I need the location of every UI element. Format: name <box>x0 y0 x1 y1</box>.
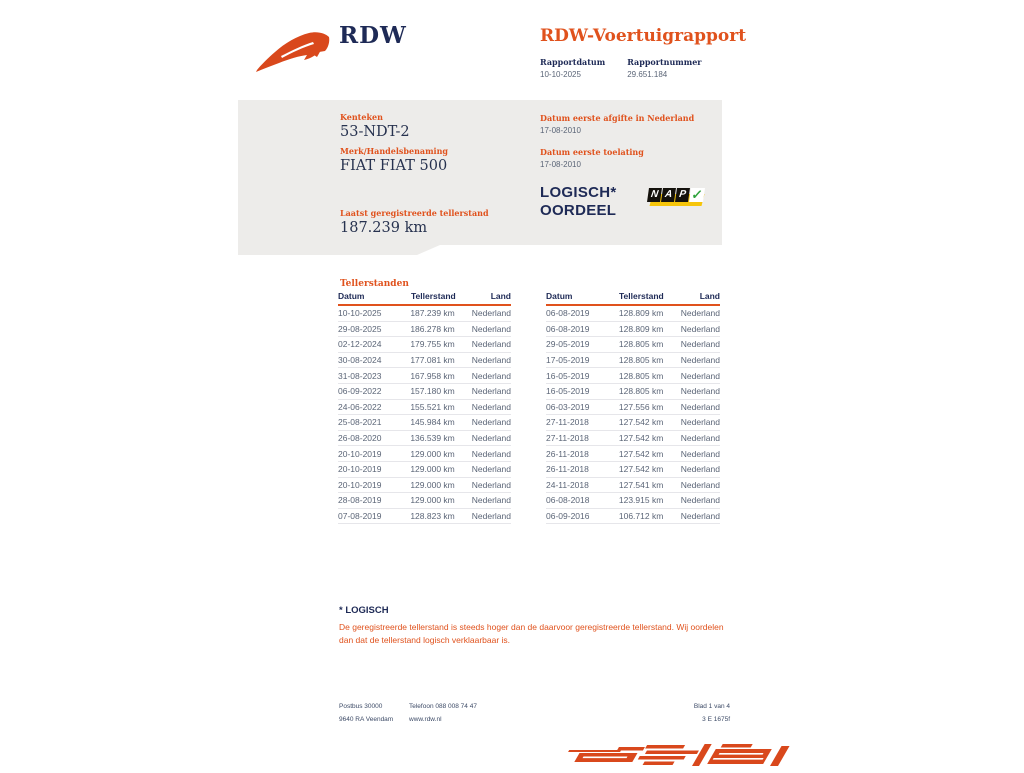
table-row <box>546 509 720 525</box>
table-body <box>546 306 720 524</box>
table-row <box>546 446 720 462</box>
datum-cell: 29-05-2019 <box>546 339 590 350</box>
datum-cell: 16-05-2019 <box>546 386 590 397</box>
land-cell: Nederland <box>680 433 720 444</box>
land-cell: Nederland <box>680 511 720 522</box>
column-header: Tellerstand <box>411 291 456 301</box>
land-cell: Nederland <box>471 308 511 319</box>
eerste-afgifte-value: 17-08-2010 <box>540 126 581 135</box>
rdw-logo-icon <box>255 29 333 80</box>
table-row <box>338 306 511 322</box>
footer-form-code: 3 E 1675f <box>702 716 730 723</box>
table-row <box>338 415 511 431</box>
footer-website: www.rdw.nl <box>409 716 442 723</box>
land-cell: Nederland <box>680 308 720 319</box>
land-cell: Nederland <box>680 339 720 350</box>
tellerstand-cell: 127.542 km <box>618 464 664 475</box>
land-cell: Nederland <box>680 355 720 366</box>
datum-cell: 20-10-2019 <box>338 464 382 475</box>
tellerstand-cell: 179.755 km <box>410 339 455 350</box>
table-body <box>338 306 511 524</box>
table-row <box>338 368 511 384</box>
report-number-value: 29.651.184 <box>627 70 668 79</box>
tellerstanden-table-left <box>338 291 511 524</box>
table-row <box>338 400 511 416</box>
report-number-block <box>627 57 701 79</box>
datum-cell: 26-11-2018 <box>546 448 589 459</box>
nap-check-icon: ✓ <box>690 187 704 202</box>
datum-cell: 07-08-2019 <box>338 511 382 522</box>
land-cell: Nederland <box>471 433 511 444</box>
datum-cell: 27-11-2018 <box>546 417 589 428</box>
kenteken-value: 53-NDT-2 <box>340 124 410 140</box>
land-cell: Nederland <box>471 323 511 334</box>
datum-cell: 26-08-2020 <box>338 433 382 444</box>
land-cell: Nederland <box>680 479 720 490</box>
land-cell: Nederland <box>471 464 511 475</box>
tellerstand-cell: 145.984 km <box>410 417 455 428</box>
oordeel-line2: OORDEEL <box>540 202 617 219</box>
land-cell: Nederland <box>680 386 720 397</box>
land-cell: Nederland <box>471 386 511 397</box>
tellerstand-cell: 123.915 km <box>618 495 664 506</box>
tellerstand-cell: 127.542 km <box>618 433 664 444</box>
land-cell: Nederland <box>680 401 720 412</box>
land-cell: Nederland <box>471 339 511 350</box>
datum-cell: 25-08-2021 <box>338 417 382 428</box>
table-row <box>546 478 720 494</box>
land-cell: Nederland <box>680 417 720 428</box>
tellerstand-cell: 127.556 km <box>618 401 664 412</box>
land-cell: Nederland <box>680 448 720 459</box>
datum-cell: 06-09-2016 <box>546 511 590 522</box>
datum-cell: 17-05-2019 <box>546 355 590 366</box>
tellerstand-cell: 128.809 km <box>618 308 664 319</box>
land-cell: Nederland <box>471 401 511 412</box>
tellerstanden-table-right <box>546 291 720 524</box>
datum-cell: 27-11-2018 <box>546 433 589 444</box>
footnote-text: De geregistreerde tellerstand is steeds hoger dan de daarvoor geregistreerde tellerstand. Wij oordelen dan dat de tellerstand logisch verklaarbaar is. <box>339 622 724 645</box>
datum-cell: 31-08-2023 <box>338 370 382 381</box>
tellerstand-cell: 136.539 km <box>410 433 455 444</box>
tellerstand-cell: 129.000 km <box>410 464 455 475</box>
tellerstand-cell: 129.000 km <box>410 479 455 490</box>
land-cell: Nederland <box>471 355 511 366</box>
footer-city: 9640 RA Veendam <box>339 716 394 723</box>
tellerstand-cell: 127.541 km <box>618 479 664 490</box>
datum-cell: 24-11-2018 <box>546 479 589 490</box>
footer-phone: Telefoon 088 008 74 47 <box>409 703 477 710</box>
tellerstand-label: Laatst geregistreerde tellerstand <box>340 208 489 218</box>
column-header: Tellerstand <box>619 291 664 301</box>
table-header <box>546 291 720 306</box>
land-cell: Nederland <box>680 370 720 381</box>
datum-cell: 06-08-2018 <box>546 495 590 506</box>
footer-postbus: Postbus 30000 <box>339 703 383 710</box>
nap-letter-a: A <box>661 188 676 202</box>
merk-value: FIAT FIAT 500 <box>340 158 448 174</box>
land-cell: Nederland <box>680 495 720 506</box>
oordeel-line1: LOGISCH* <box>540 184 617 201</box>
table-header <box>338 291 511 306</box>
document-title: RDW-Voertuigrapport <box>540 26 747 46</box>
table-row <box>338 384 511 400</box>
tellerstand-value: 187.239 km <box>340 220 428 236</box>
table-row <box>338 431 511 447</box>
table-row <box>546 462 720 478</box>
table-row <box>546 384 720 400</box>
table-row <box>338 462 511 478</box>
tellerstand-cell: 167.958 km <box>410 370 455 381</box>
datum-cell: 28-08-2019 <box>338 495 382 506</box>
tellerstand-cell: 157.180 km <box>410 386 455 397</box>
tellerstand-cell: 129.000 km <box>410 495 455 506</box>
table-row <box>546 306 720 322</box>
table-row <box>546 368 720 384</box>
column-header: Land <box>699 291 720 301</box>
datum-cell: 30-08-2024 <box>338 355 382 366</box>
tellerstand-cell: 106.712 km <box>618 511 664 522</box>
tellerstand-cell: 129.000 km <box>410 448 455 459</box>
column-header: Datum <box>338 291 365 301</box>
table-row <box>546 337 720 353</box>
tellerstand-cell: 128.823 km <box>410 511 455 522</box>
eerste-afgifte-label: Datum eerste afgifte in Nederland <box>540 113 695 123</box>
land-cell: Nederland <box>471 417 511 428</box>
report-date-label: Rapportdatum <box>540 57 606 67</box>
land-cell: Nederland <box>471 479 511 490</box>
rdw-wordmark: RDW <box>339 22 407 49</box>
datum-cell: 20-10-2019 <box>338 448 382 459</box>
table-row <box>546 431 720 447</box>
table-row <box>338 446 511 462</box>
tellerstand-cell: 127.542 km <box>618 448 664 459</box>
rdw-stripes-graphic <box>545 740 800 773</box>
datum-cell: 06-03-2019 <box>546 401 590 412</box>
land-cell: Nederland <box>471 511 511 522</box>
footnote-title: * LOGISCH <box>339 605 389 616</box>
table-row <box>338 478 511 494</box>
datum-cell: 10-10-2025 <box>338 308 382 319</box>
datum-cell: 20-10-2019 <box>338 479 382 490</box>
footer-page-number: Blad 1 van 4 <box>693 703 730 710</box>
eerste-toelating-value: 17-08-2010 <box>540 160 581 169</box>
land-cell: Nederland <box>471 495 511 506</box>
tellerstand-cell: 128.805 km <box>618 370 664 381</box>
nap-logo <box>648 187 704 207</box>
datum-cell: 26-11-2018 <box>546 464 589 475</box>
report-date-value: 10-10-2025 <box>540 70 581 79</box>
table-row <box>338 493 511 509</box>
table-row <box>338 322 511 338</box>
datum-cell: 24-06-2022 <box>338 401 382 412</box>
land-cell: Nederland <box>471 370 511 381</box>
column-header: Datum <box>546 291 573 301</box>
land-cell: Nederland <box>680 323 720 334</box>
report-date-block <box>540 57 605 79</box>
tellerstand-cell: 127.542 km <box>618 417 664 428</box>
tellerstand-cell: 128.805 km <box>618 386 664 397</box>
table-row <box>338 337 511 353</box>
datum-cell: 06-09-2022 <box>338 386 382 397</box>
tellerstand-cell: 128.805 km <box>618 339 664 350</box>
nap-letter-p: P <box>675 188 690 202</box>
report-number-label: Rapportnummer <box>627 57 702 67</box>
tellerstanden-title: Tellerstanden <box>340 279 409 289</box>
datum-cell: 06-08-2019 <box>546 308 590 319</box>
datum-cell: 02-12-2024 <box>338 339 382 350</box>
land-cell: Nederland <box>680 464 720 475</box>
tellerstand-cell: 128.805 km <box>618 355 664 366</box>
table-row <box>546 322 720 338</box>
table-row <box>546 493 720 509</box>
tellerstand-cell: 155.521 km <box>410 401 455 412</box>
table-row <box>338 509 511 525</box>
land-cell: Nederland <box>471 448 511 459</box>
kenteken-label: Kenteken <box>340 112 383 122</box>
eerste-toelating-label: Datum eerste toelating <box>540 147 644 157</box>
table-row <box>338 353 511 369</box>
datum-cell: 06-08-2019 <box>546 323 590 334</box>
footer-address <box>339 700 393 726</box>
merk-label: Merk/Handelsbenaming <box>340 146 449 156</box>
tellerstand-cell: 186.278 km <box>410 323 455 334</box>
table-row <box>546 415 720 431</box>
footer-page-info <box>640 700 730 726</box>
column-header: Land <box>490 291 511 301</box>
datum-cell: 16-05-2019 <box>546 370 590 381</box>
tellerstand-cell: 128.809 km <box>618 323 664 334</box>
table-row <box>546 353 720 369</box>
table-row <box>546 400 720 416</box>
nap-letter-n: N <box>647 188 662 202</box>
footer-contact <box>409 700 477 726</box>
datum-cell: 29-08-2025 <box>338 323 382 334</box>
tellerstand-cell: 187.239 km <box>410 308 455 319</box>
tellerstand-cell: 177.081 km <box>410 355 455 366</box>
